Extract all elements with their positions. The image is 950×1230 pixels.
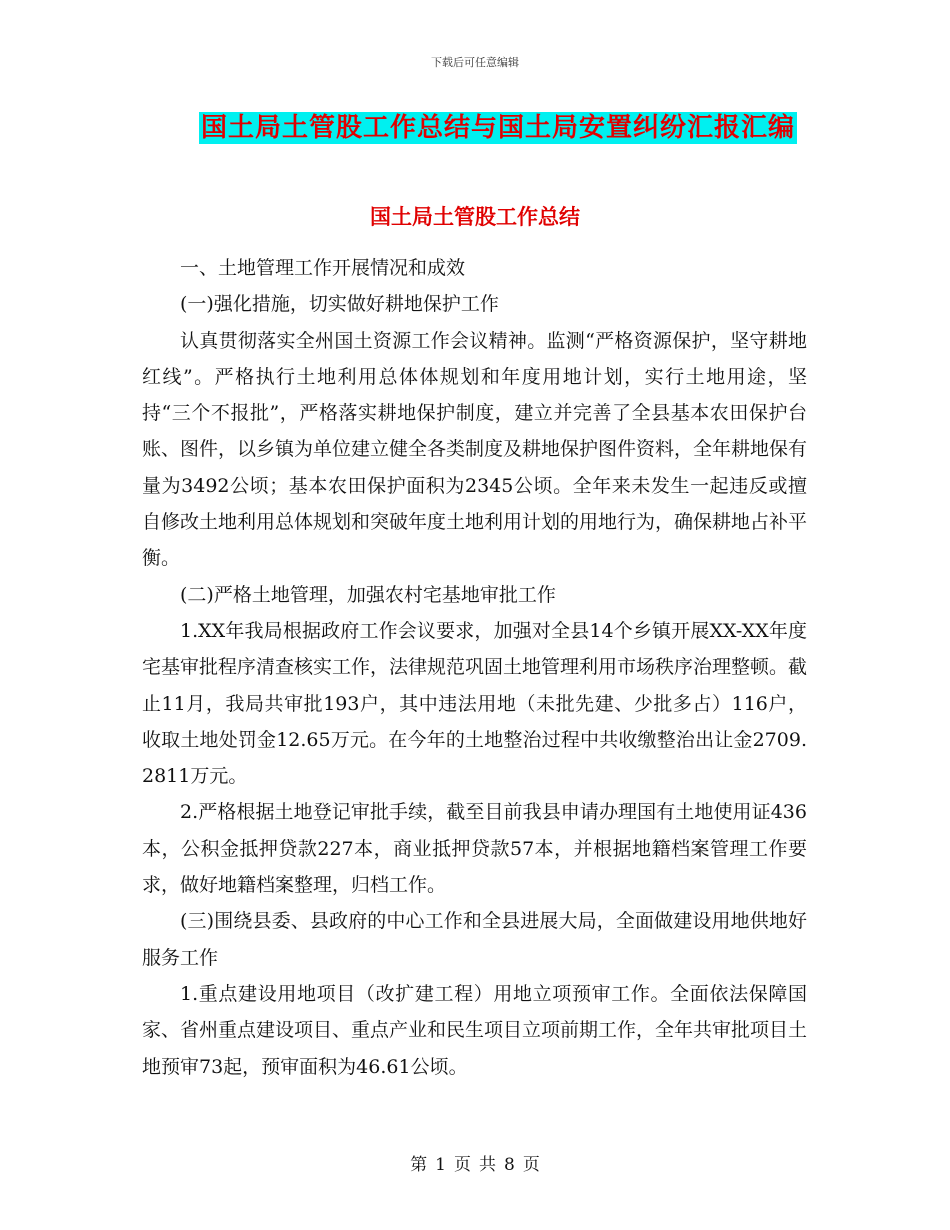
section-title: 国土局土管股工作总结 [370, 205, 580, 229]
footer-page-number: 1 [435, 1155, 446, 1175]
main-title: 国土局土管股工作总结与国土局安置纠纷汇报汇编 [200, 113, 795, 143]
heading-land-management: 一、土地管理工作开展情况和成效 [180, 257, 466, 279]
subheading-farmland-protection: (一)强化措施，切实做好耕地保护工作 [180, 293, 499, 316]
document-body [142, 250, 807, 1085]
footer-prefix: 第 [410, 1155, 428, 1175]
paragraph-homestead-review: 1.XX年我局根据政府工作会议要求，加强对全县14个乡镇开展XX-XX年度宅基审批程序清查核实工作，法律规范巩固土地管理利用市场秩序治理整顿。截止11月，我局共审批193户，其中违法用地（未批先建、少批多占）116户，收取土地处罚金12.65万元。在今年的土地整治过程中共收缴整治出让金2709.2811万元。 [142, 619, 808, 788]
paragraph-land-registration: 2.严格根据土地登记审批手续，截至目前我县申请办理国有土地使用证436本，公积金抵押贷款227本，商业抵押贷款57本，并根据地籍档案管理工作要求，做好地籍档案整理，归档工作。 [142, 801, 807, 897]
footer-page-word: 页 [454, 1155, 471, 1175]
paragraph-project-pre-review: 1.重点建设用地项目（改扩建工程）用地立项预审工作。全面依法保障国家、省州重点建设项目、重点产业和民生项目立项前期工作，全年共审批项目土地预审73起，预审面积为46.61公顷。 [142, 982, 808, 1078]
page-footer [0, 1150, 950, 1175]
footer-total-pages: 8 [504, 1155, 515, 1175]
header-note: 下载后可任意编辑 [431, 56, 519, 69]
subheading-construction-land: (三)围绕县委、县政府的中心工作和全县进展大局，全面做建设用地供地好服务工作 [142, 910, 807, 969]
subheading-homestead-approval: (二)严格土地管理，加强农村宅基地审批工作 [180, 583, 556, 606]
paragraph-farmland-protection: 认真贯彻落实全州国土资源工作会议精神。监测“严格资源保护，坚守耕地红线”。严格执行土地利用总体体规划和年度用地计划，实行土地用途，坚持“三个不报批”，严格落实耕地保护制度，建立并完善了全县基本农田保护台账、图件，以乡镇为单位建立健全各类制度及耕地保护图件资料，全年耕地保有量为3492公顷；基本农田保护面积为2345公顷。全年来未发生一起违反或擅自修改土地利用总体规划和突破年度土地利用计划的用地行为，确保耕地占补平衡。 [142, 329, 808, 570]
footer-total-word: 共 [479, 1155, 496, 1175]
main-title-container [0, 112, 950, 144]
footer-suffix: 页 [522, 1155, 540, 1175]
